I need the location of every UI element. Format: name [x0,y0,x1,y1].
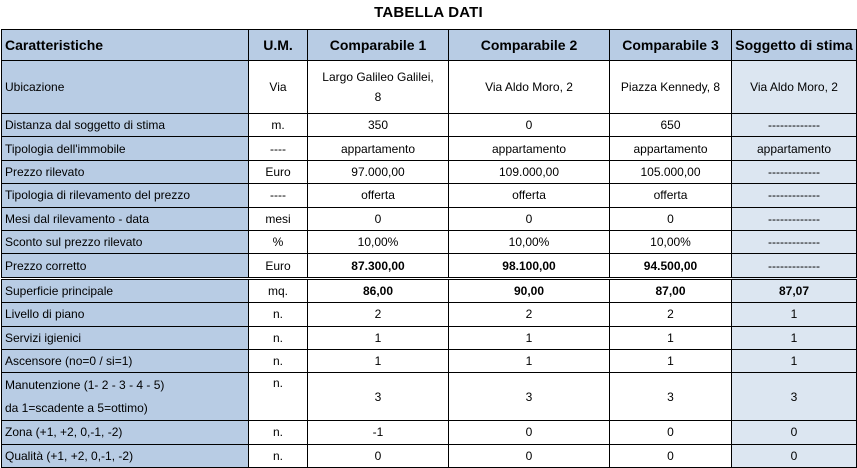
row-um: n. [249,421,308,444]
row-soggetto: 1 [732,349,857,372]
row-soggetto: 1 [732,326,857,349]
row-soggetto: Via Aldo Moro, 2 [732,61,857,114]
row-label: Prezzo corretto [2,254,249,278]
table-row [2,61,857,114]
row-um: ---- [249,137,308,160]
table-row [2,444,857,467]
row-soggetto: ------------- [732,254,857,278]
row-soggetto: 1 [732,303,857,326]
row-comparabile-2: 0 [449,207,610,230]
row-um: n. [249,326,308,349]
row-soggetto: 3 [732,373,857,421]
header-comparabile-3: Comparabile 3 [610,30,732,61]
row-comparabile-1: 10,00% [308,230,449,253]
row-soggetto: ------------- [732,184,857,207]
row-label [2,373,249,421]
row-comparabile-2: 0 [449,444,610,467]
row-label: Qualità (+1, +2, 0,-1, -2) [2,444,249,467]
row-um: n. [249,349,308,372]
row-comparabile-1: 1 [308,326,449,349]
row-comparabile-1: 350 [308,114,449,137]
row-comparabile-2: 0 [449,421,610,444]
row-um: Euro [249,254,308,278]
row-comparabile-3: 0 [610,444,732,467]
row-label: Mesi dal rilevamento - data [2,207,249,230]
row-comparabile-2: 90,00 [449,278,610,302]
row-comparabile-1: 0 [308,444,449,467]
row-comparabile-3: 0 [610,421,732,444]
row-comparabile-2: appartamento [449,137,610,160]
row-um: n. [249,444,308,467]
row-comparabile-3: offerta [610,184,732,207]
row-comparabile-2: 2 [449,303,610,326]
table-row [2,421,857,444]
table-title: TABELLA DATI [374,4,483,21]
row-comparabile-3: 1 [610,349,732,372]
row-comparabile-1: 0 [308,207,449,230]
row-label: Superficie principale [2,278,249,302]
row-comparabile-2: 10,00% [449,230,610,253]
row-label: Prezzo rilevato [2,160,249,183]
row-label: Tipologia di rilevamento del prezzo [2,184,249,207]
table-row [2,349,857,372]
row-soggetto: ------------- [732,230,857,253]
table-row [2,114,857,137]
row-comparabile-3: 87,00 [610,278,732,302]
row-um: n. [249,373,308,421]
row-soggetto: ------------- [732,160,857,183]
table-row [2,160,857,183]
row-um: n. [249,303,308,326]
row-soggetto: ------------- [732,114,857,137]
row-label: Ascensore (no=0 / si=1) [2,349,249,372]
table-row [2,303,857,326]
table-row [2,254,857,278]
row-comparabile-3: appartamento [610,137,732,160]
header-soggetto: Soggetto di stima [732,30,857,61]
row-comparabile-1: 87.300,00 [308,254,449,278]
row-um: mesi [249,207,308,230]
row-comparabile-1: 1 [308,349,449,372]
row-comparabile-2: 98.100,00 [449,254,610,278]
row-comparabile-3: 1 [610,326,732,349]
table-row [2,278,857,302]
row-comparabile-3: 105.000,00 [610,160,732,183]
row-comparabile-3: 10,00% [610,230,732,253]
row-label-line-2: da 1=scadente a 5=ottimo) [5,400,148,415]
row-comparabile-1: appartamento [308,137,449,160]
row-comparabile-3: 94.500,00 [610,254,732,278]
table-row [2,207,857,230]
row-label: Servizi igienici [2,326,249,349]
row-comparabile-1: 86,00 [308,278,449,302]
row-comparabile-1: 2 [308,303,449,326]
header-comparabile-2: Comparabile 2 [449,30,610,61]
row-comparabile-3: Piazza Kennedy, 8 [610,61,732,114]
table-row [2,373,857,421]
row-soggetto: 0 [732,444,857,467]
table-row [2,230,857,253]
row-um: ---- [249,184,308,207]
row-soggetto: ------------- [732,207,857,230]
header-caratteristiche: Caratteristiche [2,30,249,61]
header-row [2,30,857,61]
row-soggetto: 0 [732,421,857,444]
row-um: % [249,230,308,253]
header-comparabile-1: Comparabile 1 [308,30,449,61]
row-comparabile-2: 109.000,00 [449,160,610,183]
row-soggetto: 87,07 [732,278,857,302]
data-table [1,29,857,468]
table-row [2,326,857,349]
row-label: Ubicazione [2,61,249,114]
row-um: Euro [249,160,308,183]
row-um: Via [249,61,308,114]
row-label: Sconto sul prezzo rilevato [2,230,249,253]
row-label: Livello di piano [2,303,249,326]
row-label: Zona (+1, +2, 0,-1, -2) [2,421,249,444]
row-comparabile-2: 1 [449,326,610,349]
row-um: m. [249,114,308,137]
table-row [2,137,857,160]
row-soggetto: appartamento [732,137,857,160]
row-comparabile-2: 0 [449,114,610,137]
row-comparabile-3: 650 [610,114,732,137]
row-comparabile-2: offerta [449,184,610,207]
row-comparabile-1: 3 [308,373,449,421]
row-comparabile-3: 0 [610,207,732,230]
row-comparabile-2: Via Aldo Moro, 2 [449,61,610,114]
row-comparabile-3: 3 [610,373,732,421]
row-comparabile-1: 97.000,00 [308,160,449,183]
row-comparabile-2: 1 [449,349,610,372]
row-comparabile-1: -1 [308,421,449,444]
row-comparabile-3: 2 [610,303,732,326]
row-label: Distanza dal soggetto di stima [2,114,249,137]
table-row [2,184,857,207]
row-comparabile-1: offerta [308,184,449,207]
header-um: U.M. [249,30,308,61]
row-label-line-1: Manutenzione (1- 2 - 3 - 4 - 5) [5,377,165,392]
row-comparabile-1: Largo Galileo Galilei, 8 [308,61,449,114]
row-comparabile-2: 3 [449,373,610,421]
row-um: mq. [249,278,308,302]
row-label: Tipologia dell'immobile [2,137,249,160]
